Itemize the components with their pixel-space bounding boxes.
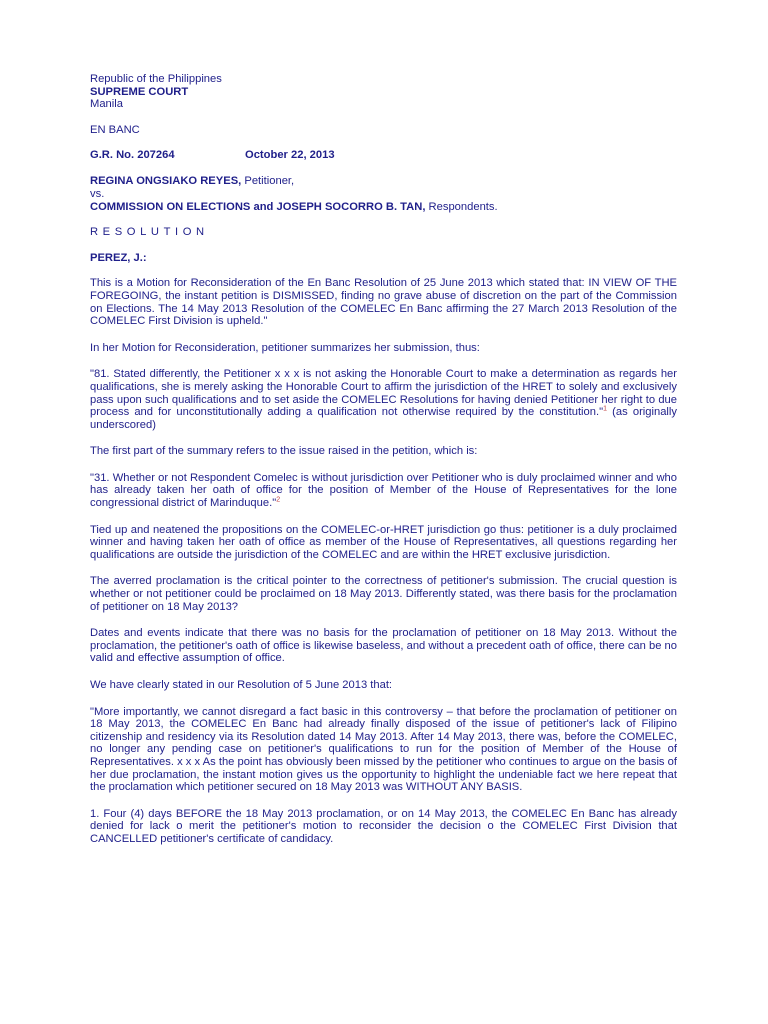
paragraph-5-text: "31. Whether or not Respondent Comelec is without jurisdiction over Petitioner who is duly proclaimed winner and who has already taken her oath of office for the position of Member of the House of Representatives for the lone congressional district of Marinduque.": [90, 471, 677, 510]
paragraph-11: 1. Four (4) days BEFORE the 18 May 2013 proclamation, or on 14 May 2013, the COMELEC En Banc has already denied for lack o merit the petitioner's motion to reconsider the decision o the COMELEC First Division that CANCELLED petitioner's certificate of candidacy.: [90, 807, 677, 845]
paragraph-5: [90, 472, 677, 510]
paragraph-3: [90, 368, 677, 431]
court-name: SUPREME COURT: [90, 85, 189, 98]
city-line: Manila: [90, 98, 123, 111]
paragraph-2: In her Motion for Reconsideration, petitioner summarizes her submission, thus:: [90, 341, 480, 354]
versus-line: vs.: [90, 187, 105, 200]
resolution-title: RESOLUTION: [90, 226, 209, 239]
footnote-2-link[interactable]: 2: [276, 496, 281, 504]
paragraph-3-tail: (as originally underscored): [90, 406, 677, 431]
gr-number: G.R. No. 207264: [90, 149, 175, 162]
decision-date: October 22, 2013: [245, 149, 335, 162]
petitioner-line: [90, 175, 677, 188]
respondents-line: [90, 201, 677, 214]
petitioner-role: Petitioner,: [241, 175, 295, 188]
republic-line: Republic of the Philippines: [90, 73, 222, 85]
footnote-1-link[interactable]: 1: [603, 405, 607, 413]
ponente: PEREZ, J.:: [90, 251, 147, 264]
respondents-role: Respondents.: [425, 200, 498, 213]
paragraph-1: This is a Motion for Reconsideration of the En Banc Resolution of 25 June 2013 which stated that: IN VIEW OF THE FOREGOING, the instant petition is DISMISSED, finding no grave abuse of discretion on the part of the Commission on Elections. The 14 May 2013 Resolution of the COMELEC En Banc affirming the 27 March 2013 Resolution of the COMELEC First Division is upheld.": [90, 277, 677, 328]
paragraph-3-text: "81. Stated differently, the Petitioner x x x is not asking the Honorable Court to make a determination as regards her qualifications, she is merely asking the Honorable Court to affirm the jurisdiction of the HRET to solely and exclusively pass upon such qualifications and to set aside the COMELEC Resolutions for having denied Petitioner her right to due process and for unconstitutionally adding a qualification not otherwise required by the constitution.": [90, 368, 677, 419]
document-page: [90, 73, 677, 846]
paragraph-7: The averred proclamation is the critical pointer to the correctness of petitioner's submission. The crucial question is whether or not petitioner could be proclaimed on 18 May 2013. Differently stated, was there basis for the proclamation of petitioner on 18 May 2013?: [90, 575, 677, 613]
paragraph-10: "More importantly, we cannot disregard a fact basic in this controversy – that before the proclamation of petitioner on 18 May 2013, the COMELEC En Banc had already finally disposed of the issue of petitioner's lack of Filipino citizenship and residency via its Resolution dated 14 May 2013. After 14 May 2013, there was, before the COMELEC, no longer any pending case on petitioner's qualifications to run for the position of Member of the House of Representatives. x x x As the point has obviously been missed by the petitioner who continues to argue on the basis of her due proclamation, the instant motion gives us the opportunity to highlight the undeniable fact we here repeat that the proclamation which petitioner secured on 18 May 2013 was WITHOUT ANY BASIS.: [90, 705, 677, 794]
paragraph-6: Tied up and neatened the propositions on the COMELEC-or-HRET jurisdiction go thus: petitioner is a duly proclaimed winner and having taken her oath of office as member of the House of Representatives, all questions regarding her qualifications are outside the jurisdiction of the COMELEC and are within the HRET exclusive jurisdiction.: [90, 523, 677, 561]
case-number-row: [90, 149, 677, 162]
paragraph-9: We have clearly stated in our Resolution of 5 June 2013 that:: [90, 679, 393, 691]
petitioner-name: REGINA ONGSIAKO REYES,: [90, 175, 242, 188]
division-line: EN BANC: [90, 123, 140, 136]
respondents-name: COMMISSION ON ELECTIONS and JOSEPH SOCORRO B. TAN,: [90, 200, 426, 213]
paragraph-4: The first part of the summary refers to the issue raised in the petition, which is:: [90, 445, 478, 458]
paragraph-8: Dates and events indicate that there was no basis for the proclamation of petitioner on 18 May 2013. Without the proclamation, the petitioner's oath of office is likewise baseless, and without a precedent oath of office, there can be no valid and effective assumption of office.: [90, 627, 677, 665]
